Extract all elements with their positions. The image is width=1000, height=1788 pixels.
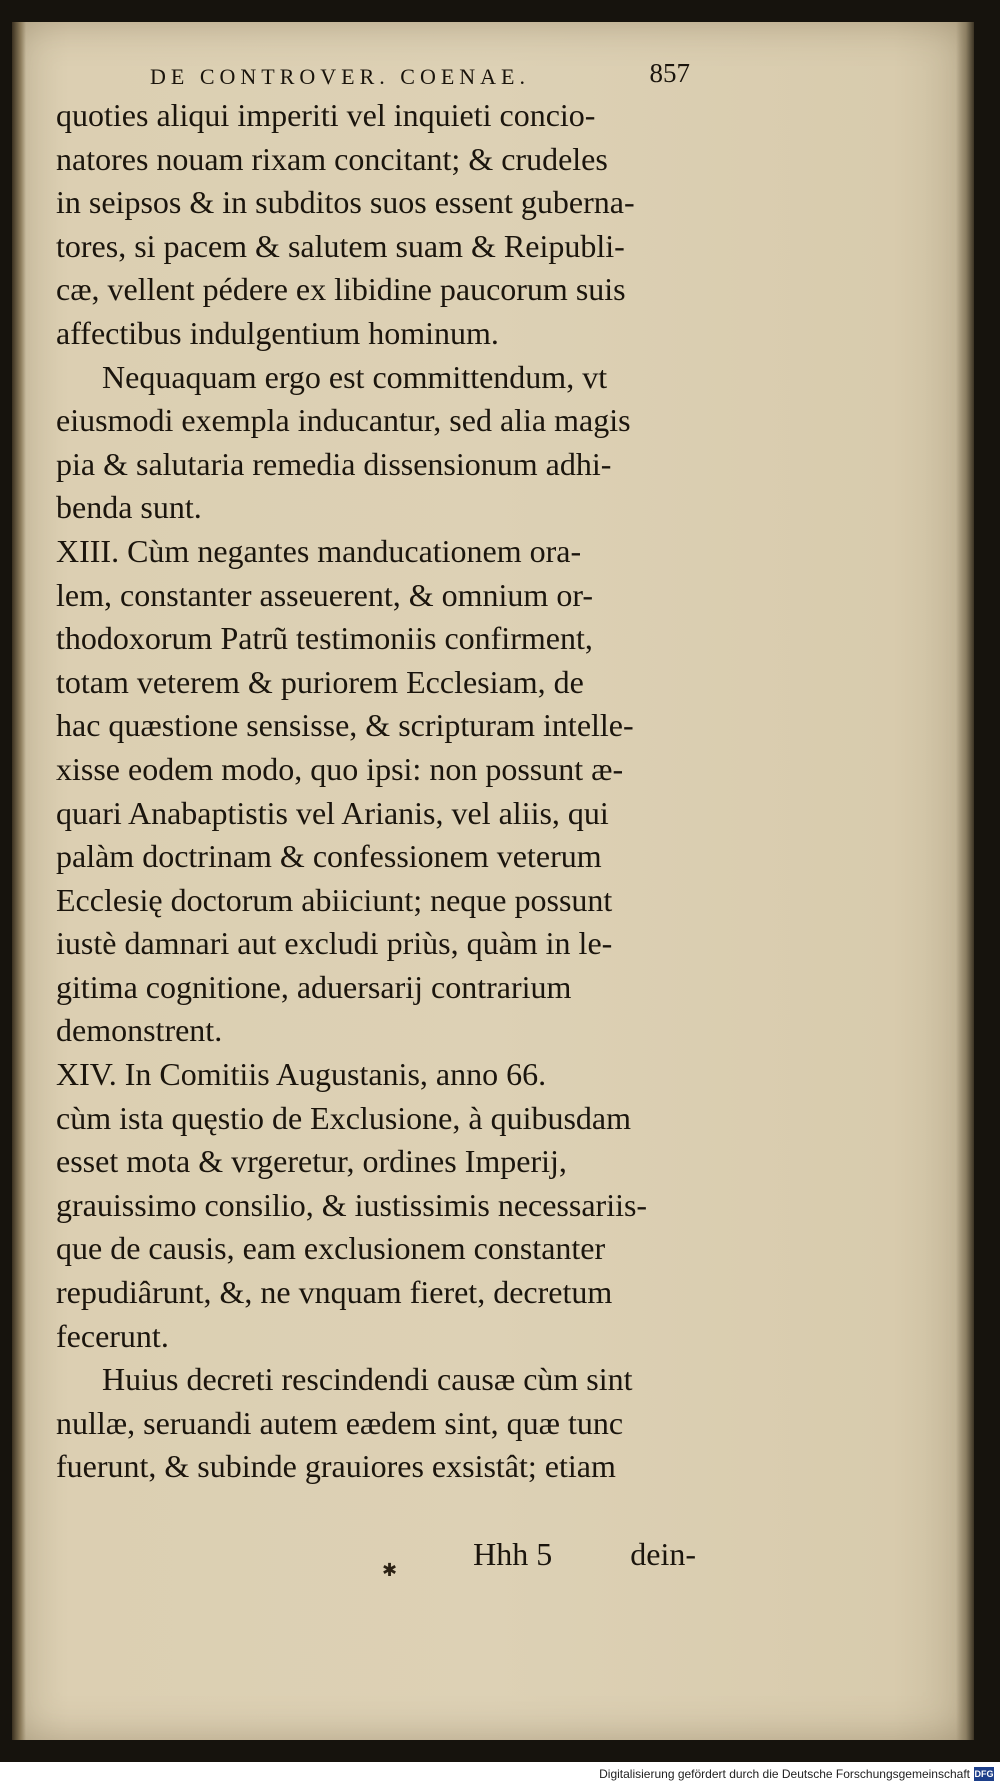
text-line: benda sunt. xyxy=(56,489,202,526)
text-line: demonstrent. xyxy=(56,1012,223,1049)
text-line: cæ, vellent pédere ex libidine paucorum suis xyxy=(56,271,626,308)
text-line: nullæ, seruandi autem eædem sint, quæ tunc xyxy=(56,1404,624,1441)
signature-line xyxy=(56,1489,696,1572)
text-line: que de causis, eam exclusionem constanter xyxy=(56,1230,606,1267)
digitization-credit: Digitalisierung gefördert durch die Deutsche Forschungsgemeinschaft xyxy=(599,1767,970,1781)
text-line: repudiârunt, &, ne vnquam fieret, decretum xyxy=(56,1274,613,1311)
text-line: fuerunt, & subinde grauiores exsistât; etiam xyxy=(56,1448,616,1485)
dfg-logo: DFG xyxy=(974,1769,994,1779)
text-line: gitima cognitione, aduersarij contrarium xyxy=(56,968,572,1005)
page-header xyxy=(150,58,690,94)
text-line: quari Anabaptistis vel Arianis, vel aliis, qui xyxy=(56,794,609,831)
text-line: grauissimo consilio, & iustissimis necessariis- xyxy=(56,1186,648,1223)
text-line: palàm doctrinam & confessionem veterum xyxy=(56,838,602,875)
text-line: natores nouam rixam concitant; & crudeles xyxy=(56,140,608,177)
page-number: 857 xyxy=(649,58,690,88)
text-line: eiusmodi exempla inducantur, sed alia magis xyxy=(56,402,631,439)
catchword: dein- xyxy=(630,1535,696,1572)
running-title: DE CONTROVER. COENAE. xyxy=(150,64,530,89)
text-line: totam veterem & puriorem Ecclesiam, de xyxy=(56,663,584,700)
signature-mark: Hhh 5 xyxy=(473,1535,553,1572)
page-left-edge xyxy=(12,22,26,1740)
text-line: thodoxorum Patrũ testimoniis confirment, xyxy=(56,620,593,657)
page-right-edge xyxy=(956,22,974,1740)
text-line: Huius decreti rescindendi causæ cùm sint xyxy=(102,1361,633,1398)
text-line: hac quæstione sensisse, & scripturam intelle- xyxy=(56,707,634,744)
credit-strip xyxy=(0,1762,1000,1788)
text-line: affectibus indulgentium hominum. xyxy=(56,314,499,351)
text-line: cùm ista quęstio de Exclusione, à quibusdam xyxy=(56,1099,631,1136)
text-line: Nequaquam ergo est committendum, vt xyxy=(102,358,608,395)
text-line: XIV. In Comitiis Augustanis, anno 66. xyxy=(56,1056,547,1093)
text-line: pia & salutaria remedia dissensionum adhi- xyxy=(56,445,612,482)
text-line: in seipsos & in subditos suos essent guberna- xyxy=(56,184,635,221)
text-line: Ecclesię doctorum abiiciunt; neque possunt xyxy=(56,881,613,918)
text-line: tores, si pacem & salutem suam & Reipubli- xyxy=(56,227,625,264)
text-line: lem, constanter asseuerent, & omnium or- xyxy=(56,576,593,613)
text-line: fecerunt. xyxy=(56,1317,169,1354)
text-line: XIII. Cùm negantes manducationem ora- xyxy=(56,532,582,569)
body-text xyxy=(56,94,696,1572)
text-line: xisse eodem modo, quo ipsi: non possunt æ- xyxy=(56,750,624,787)
text-line: iustè damnari aut excludi priùs, quàm in le- xyxy=(56,925,613,962)
text-line: quoties aliqui imperiti vel inquieti concio- xyxy=(56,97,596,133)
text-line: esset mota & vrgeretur, ordines Imperij, xyxy=(56,1143,567,1180)
ink-blot: ✱ xyxy=(382,1560,398,1581)
